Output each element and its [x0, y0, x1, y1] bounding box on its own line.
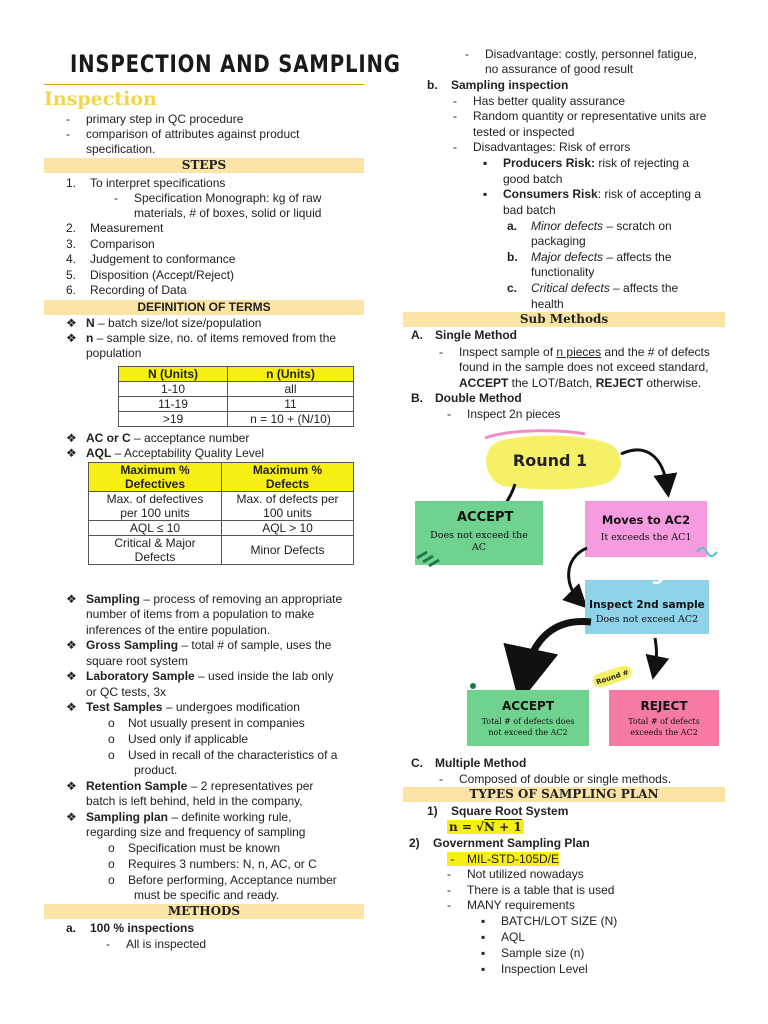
- table-cell: Critical & Major Defects: [89, 536, 222, 565]
- accept1-title: ACCEPT: [457, 510, 514, 525]
- term-item: ❖ Gross Sampling – total # of sample, uses the: [66, 638, 332, 652]
- accept1-desc: AC: [471, 542, 487, 553]
- step-item: 1. To interpret specifications: [66, 176, 226, 190]
- step-item: 2. Measurement: [66, 221, 164, 235]
- reject-desc: Total # of defects: [628, 717, 700, 726]
- step-subitem: - Specification Monograph: kg of raw: [114, 191, 322, 205]
- table-row: [89, 492, 354, 521]
- method-subitem: - All is inspected: [106, 937, 207, 951]
- methods-header: METHODS: [44, 904, 364, 919]
- step-item: 4. Judgement to conformance: [66, 252, 236, 266]
- table-cell: >19: [119, 412, 228, 427]
- requirement-item: ▪ BATCH/LOT SIZE (N): [481, 914, 618, 928]
- moves-desc: It exceeds the AC1: [600, 532, 692, 543]
- defect-item: c. Critical defects – affects the: [507, 281, 679, 295]
- risk-item: ▪ Consumers Risk: risk of accepting a: [483, 187, 702, 201]
- table-header-row: [119, 367, 354, 382]
- table-cell: Minor Defects: [222, 536, 354, 565]
- table-cell: n = 10 + (N/10): [228, 412, 354, 427]
- table-cell: N (Units): [119, 367, 228, 382]
- table-cell: Maximum % Defects: [222, 463, 354, 492]
- list-item: - Disadvantages: Risk of errors: [453, 140, 631, 154]
- method-item: B. Double Method: [411, 391, 522, 405]
- definition-item: ❖ N – batch size/lot size/population: [66, 316, 262, 330]
- term-cont: regarding size and frequency of sampling: [86, 825, 306, 839]
- method-desc-cont: ACCEPT the LOT/Batch, REJECT otherwise.: [459, 376, 702, 390]
- definition-item: ❖ AQL – Acceptability Quality Level: [66, 446, 265, 460]
- list-item-cont: no assurance of good result: [485, 62, 634, 76]
- term-cont: number of items from a population to make: [86, 607, 315, 621]
- term-item: ❖ Sampling – process of removing an appropriate: [66, 592, 343, 606]
- arrow-to-accept2: [525, 621, 591, 676]
- moves-title: Moves to AC2: [601, 513, 691, 527]
- method-desc: - Composed of double or single methods.: [439, 772, 672, 786]
- term-subitem: o Before performing, Acceptance number: [108, 873, 337, 887]
- term-subitem: o Requires 3 numbers: N, n, AC, or C: [108, 857, 317, 871]
- requirement-item: ▪ AQL: [481, 930, 526, 944]
- table-row: [119, 412, 354, 427]
- arrow-to-reject: [655, 638, 657, 668]
- standard-item: - MIL-STD-105D/E: [447, 852, 560, 866]
- list-item: - Disadvantage: costly, personnel fatigue,: [465, 47, 697, 61]
- risk-item-cont: bad batch: [503, 203, 556, 217]
- requirement-item: ▪ Sample size (n): [481, 946, 585, 960]
- list-item: - comparison of attributes against product: [66, 127, 300, 141]
- sub-methods-header: Sub Methods: [403, 312, 725, 327]
- term-subitem: o Used in recall of the characteristics of a: [108, 748, 338, 762]
- moves-box: [585, 501, 707, 557]
- list-item-cont: tested or inspected: [473, 125, 575, 139]
- method-desc: - Inspect sample of n pieces and the # of defects: [439, 345, 710, 359]
- defect-item-cont: health: [531, 297, 564, 311]
- risk-item: ▪ Producers Risk: risk of rejecting a: [483, 156, 690, 170]
- decor-dot: [470, 683, 476, 689]
- list-item: - Has better quality assurance: [453, 94, 626, 108]
- step-item: 3. Comparison: [66, 237, 155, 251]
- round2-label: Round #: [595, 668, 630, 687]
- plan-type: 1) Square Root System: [427, 804, 569, 818]
- accept2-desc: not exceed the AC2: [488, 728, 568, 737]
- double-method-flowchart: [415, 428, 729, 754]
- table-cell: all: [228, 382, 354, 397]
- term-subitem: o Not usually present in companies: [108, 716, 305, 730]
- term-cont: square root system: [86, 654, 189, 668]
- inspect-desc: Does not exceed AC2: [595, 614, 699, 625]
- method-item: b. Sampling inspection: [427, 78, 569, 92]
- term-cont: or QC tests, 3x: [86, 685, 167, 699]
- reject-desc: exceeds the AC2: [630, 728, 698, 737]
- aql-table: [88, 462, 354, 565]
- method-item: A. Single Method: [411, 328, 517, 342]
- section-heading-inspection: Inspection: [44, 88, 157, 110]
- round2-tag: [591, 664, 633, 690]
- requirement-item: ▪ Inspection Level: [481, 962, 588, 976]
- inspect-title: Inspect 2nd sample: [589, 599, 705, 611]
- method-item: a. 100 % inspections: [66, 921, 195, 935]
- list-item-cont: specification.: [86, 142, 156, 156]
- list-item: - There is a table that is used: [447, 883, 615, 897]
- table-row: [89, 536, 354, 565]
- step-item: 5. Disposition (Accept/Reject): [66, 268, 235, 282]
- table-row: [119, 397, 354, 412]
- term-item: ❖ Laboratory Sample – used inside the lab only: [66, 669, 334, 683]
- list-item: - Random quantity or representative units are: [453, 109, 707, 123]
- definition-header: DEFINITION OF TERMS: [44, 300, 364, 315]
- definition-item: ❖ AC or C – acceptance number: [66, 431, 250, 445]
- table-header-row: [89, 463, 354, 492]
- table-cell: Max. of defects per 100 units: [222, 492, 354, 521]
- table-cell: AQL > 10: [222, 521, 354, 536]
- table-cell: AQL ≤ 10: [89, 521, 222, 536]
- defect-item-cont: packaging: [531, 234, 586, 248]
- table-cell: 11: [228, 397, 354, 412]
- arrow-to-inspect: [569, 548, 587, 600]
- accept1-desc: Does not exceed the: [430, 530, 528, 541]
- table-cell: 11-19: [119, 397, 228, 412]
- term-item: ❖ Sampling plan – definite working rule,: [66, 810, 292, 824]
- risk-item-cont: good batch: [503, 172, 563, 186]
- table-cell: Max. of defectives per 100 units: [89, 492, 222, 521]
- sample-size-table: [118, 366, 354, 427]
- term-item: ❖ Retention Sample – 2 representatives per: [66, 779, 314, 793]
- title-underline: [44, 84, 364, 85]
- method-desc: - Inspect 2n pieces: [447, 407, 561, 421]
- types-header: TYPES OF SAMPLING PLAN: [403, 787, 725, 802]
- list-item: - primary step in QC procedure: [66, 112, 244, 126]
- formula: n = √N + 1: [449, 820, 522, 834]
- defect-item-cont: functionality: [531, 265, 595, 279]
- plan-type: 2) Government Sampling Plan: [409, 836, 590, 850]
- method-desc-cont: found in the sample does not exceed standard,: [459, 360, 709, 374]
- term-subitem: o Specification must be known: [108, 841, 281, 855]
- table-cell: Maximum % Defectives: [89, 463, 222, 492]
- table-cell: n (Units): [228, 367, 354, 382]
- accept2-desc: Total # of defects does: [481, 717, 575, 726]
- method-item: C. Multiple Method: [411, 756, 527, 770]
- list-item: - MANY requirements: [447, 898, 575, 912]
- table-row: [89, 521, 354, 536]
- term-subitem-cont: product.: [134, 763, 178, 777]
- definition-item-cont: population: [86, 346, 142, 360]
- term-cont: batch is left behind, held in the company,: [86, 794, 303, 808]
- defect-item: a. Minor defects – scratch on: [507, 219, 672, 233]
- table-row: [119, 382, 354, 397]
- term-cont: inferences of the entire population.: [86, 623, 271, 637]
- page-title: INSPECTION AND SAMPLING: [70, 50, 401, 78]
- arrow-to-moves: [621, 450, 667, 486]
- term-subitem: o Used only if applicable: [108, 732, 249, 746]
- steps-header: STEPS: [44, 158, 364, 173]
- term-item: ❖ Test Samples – undergoes modification: [66, 700, 300, 714]
- list-item: - Not utilized nowadays: [447, 867, 584, 881]
- term-subitem-cont: must be specific and ready.: [134, 888, 280, 902]
- step-item: 6. Recording of Data: [66, 283, 187, 297]
- definition-item: ❖ n – sample size, no. of items removed from the: [66, 331, 337, 345]
- accept2-title: ACCEPT: [501, 699, 555, 713]
- round1-label: Round 1: [512, 451, 588, 470]
- reject-title: REJECT: [640, 699, 688, 713]
- table-cell: 1-10: [119, 382, 228, 397]
- defect-item: b. Major defects – affects the: [507, 250, 672, 264]
- step-subitem-cont: materials, # of boxes, solid or liquid: [134, 206, 322, 220]
